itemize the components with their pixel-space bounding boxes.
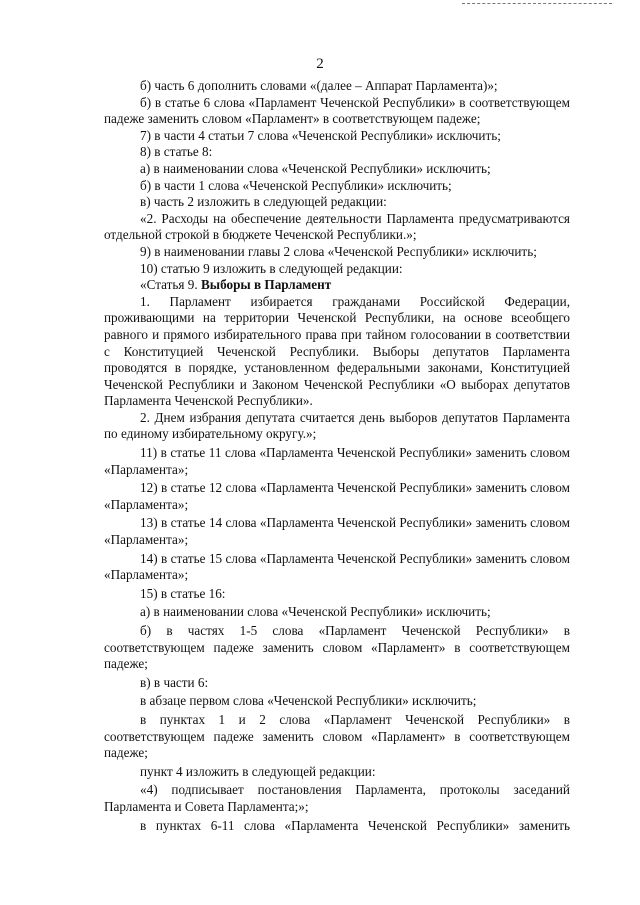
paragraph: 1. Парламент избирается гражданами Российской Федерации, проживающими на территории Чеченской Республики, на основе всеобщего равного и прямого избирательного права при тайном голосовании в соответствии с Конституцией Чеченской Республики. Выборы депутатов Парламента проводятся в порядке, установленном федеральными законами, Конституцией Чеченской Республики и Законом Чеченской Республики «О выборах депутатов Парламента Чеченской Республики». bbox=[104, 293, 570, 409]
paragraph: 11) в статье 11 слова «Парламента Чеченской Республики» заменить словом «Парламента»; bbox=[104, 445, 570, 477]
paragraph: а) в наименовании слова «Чеченской Республики» исключить; bbox=[140, 604, 491, 620]
paragraph: 7) в части 4 статьи 7 слова «Чеченской Республики» исключить; bbox=[140, 127, 501, 143]
paragraph: 12) в статье 12 слова «Парламента Чеченской Республики» заменить словом «Парламента»; bbox=[104, 480, 570, 512]
paragraph: «4) подписывает постановления Парламента, протоколы заседаний Парламента и Совета Парламента;»; bbox=[104, 782, 570, 814]
paragraph: 15) в статье 16: bbox=[140, 585, 226, 601]
paragraph: 8) в статье 8: bbox=[140, 144, 213, 160]
paragraph: в пунктах 1 и 2 слова «Парламент Чеченской Республики» в соответствующем падеже заменить словом «Парламент» в соответствующем падеже; bbox=[104, 711, 570, 761]
paragraph: б) в статье 6 слова «Парламент Чеченской Республики» в соответствующем падеже заменить словом «Парламент» в соответствующем падеже; bbox=[104, 94, 570, 127]
paragraph: 2. Днем избрания депутата считается день выборов депутатов Парламента по единому избирательному округу.»; bbox=[104, 409, 570, 442]
paragraph: в пунктах 6-11 слова «Парламента Чеченской Республики» заменить bbox=[140, 817, 570, 833]
paragraph: 14) в статье 15 слова «Парламента Чеченской Республики» заменить словом «Парламента»; bbox=[104, 550, 570, 583]
paragraph: в абзаце первом слова «Чеченской Республики» исключить; bbox=[140, 693, 477, 709]
page-number: 2 bbox=[316, 56, 324, 72]
paragraph: 9) в наименовании главы 2 слова «Чеченской Республики» исключить; bbox=[140, 243, 537, 259]
article-heading-prefix: «Статья 9. bbox=[140, 277, 201, 293]
paragraph: б) в части 1 слова «Чеченской Республики» исключить; bbox=[140, 177, 452, 193]
paragraph: в) часть 2 изложить в следующей редакции: bbox=[140, 194, 387, 210]
paragraph: б) в частях 1-5 слова «Парламент Чеченской Республики» в соответствующем падеже заменить словом «Парламент» в соответствующем падеже; bbox=[104, 623, 570, 672]
scan-edge-mark bbox=[462, 3, 612, 6]
paragraph: «2. Расходы на обеспечение деятельности Парламента предусматриваются отдельной строкой в бюджете Чеченской Республики.»; bbox=[104, 210, 570, 243]
article-heading bbox=[104, 277, 570, 294]
paragraph: в) в части 6: bbox=[140, 674, 209, 690]
article-heading-title: Выборы в Парламент bbox=[200, 277, 332, 293]
paragraph: а) в наименовании слова «Чеченской Республики» исключить; bbox=[140, 160, 491, 176]
paragraph: б) часть 6 дополнить словами «(далее – Аппарат Парламента)»; bbox=[140, 78, 498, 93]
paragraph: пункт 4 изложить в следующей редакции: bbox=[140, 763, 376, 779]
paragraph: 10) статью 9 изложить в следующей редакции: bbox=[140, 260, 403, 276]
paragraph: 13) в статье 14 слова «Парламента Чеченской Республики» заменить словом «Парламента»; bbox=[104, 515, 570, 548]
document-body bbox=[104, 78, 570, 834]
